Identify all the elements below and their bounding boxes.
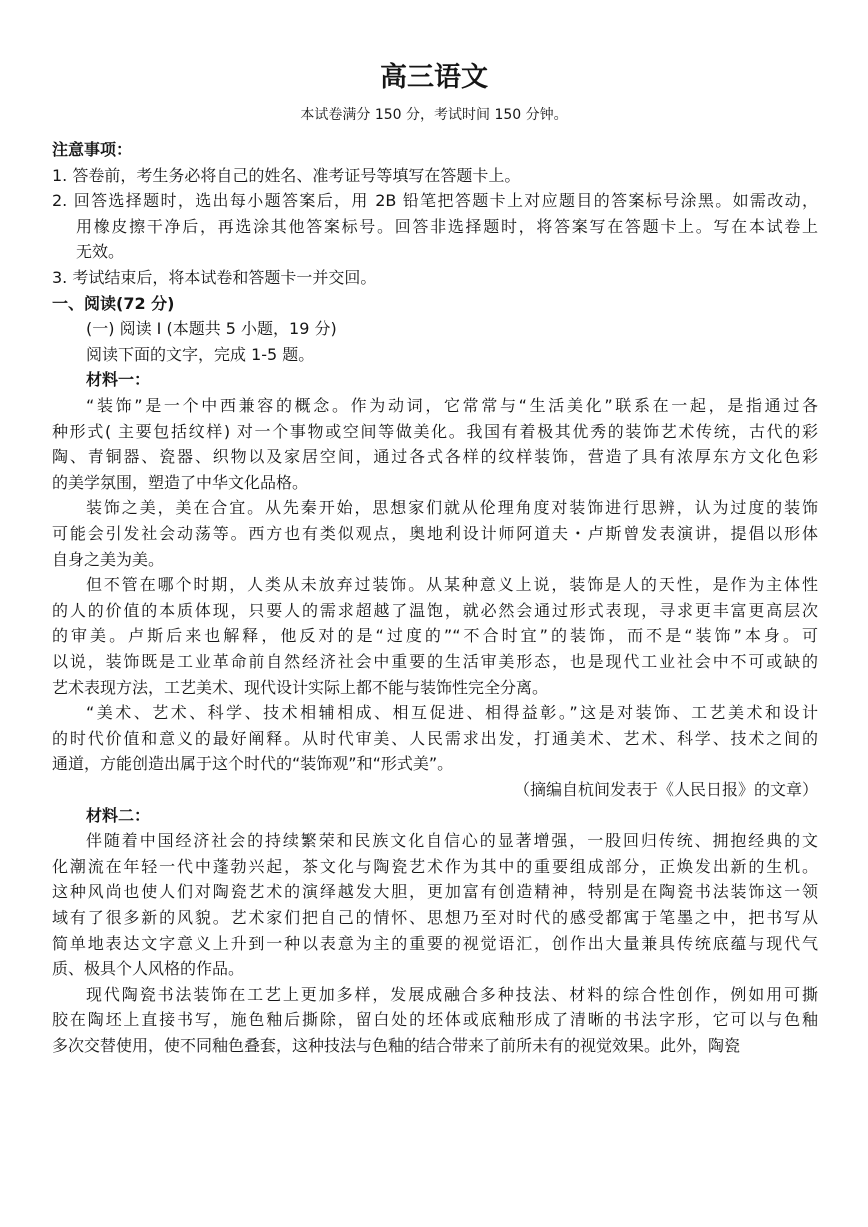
- material-1-p2-line: 自身之美为美。: [52, 549, 165, 569]
- material-2-p2-line: 多次交替使用，使不同釉色叠套，这种技法与色釉的结合带来了前所未有的视觉效果。此外，陶瓷: [52, 1036, 741, 1055]
- material-2-p1-line: 这种风尚也使人们对陶瓷艺术的演绎越发大胆，更加富有创造精神，特别是在陶瓷书法装饰这一领: [52, 882, 818, 902]
- material-1-p2-line: 可能会引发社会动荡等。西方也有类似观点，奥地利设计师阿道夫・卢斯曾发表演讲，提倡以形体: [52, 524, 818, 543]
- material-1-p3-line: 的人的价值的本质体现，只要人的需求超越了温饱，就必然会通过形式表现，寻求更丰富更高层次: [52, 600, 818, 620]
- section-heading: 一、阅读(72 分): [52, 293, 175, 313]
- material-1-source: （摘编自杭间发表于《人民日报》的文章）: [513, 780, 818, 799]
- material-1-p2-line: 装饰之美，美在合宜。从先秦开始，思想家们就从伦理角度对装饰进行思辨，认为过度的装饰: [86, 498, 818, 518]
- notice-heading: 注意事项：: [52, 140, 133, 159]
- material-2-p2-line: 胶在陶坯上直接书写，施色釉后撕除，留白处的坯体或底釉形成了清晰的书法字形，它可以与色釉: [52, 1010, 818, 1030]
- material-1-label: 材料一：: [86, 370, 151, 390]
- notice-item-2-line: 2. 回答选择题时，选出每小题答案后，用 2B 铅笔把答题卡上对应题目的答案标号涂黑。如需改动，: [52, 191, 818, 211]
- material-1-p1-line: 的美学氛围，塑造了中华文化品格。: [52, 472, 309, 492]
- material-2-p1-line: 质、极具个人风格的作品。: [52, 959, 245, 979]
- material-1-p4-line: 的时代价值和意义的最好阐释。从时代审美、人民需求出发，打通美术、艺术、科学、技术之间的: [52, 728, 818, 748]
- sub-section-heading: (一) 阅读 Ⅰ (本题共 5 小题，19 分): [86, 319, 337, 339]
- exam-info: 本试卷满分 150 分，考试时间 150 分钟。: [300, 107, 568, 123]
- material-2-p1-line: 域有了很多新的风貌。艺术家们把自己的情怀、思想乃至对时代的感受都寓于笔墨之中，把书写从: [52, 908, 818, 927]
- material-2-p1-line: 化潮流在年轻一代中蓬勃兴起，茶文化与陶瓷艺术作为其中的重要组成部分，正焕发出新的生机。: [52, 856, 818, 876]
- material-1-p1-line: “装饰”是一个中西兼容的概念。作为动词，它常常与“生活美化”联系在一起，是指通过各: [86, 396, 818, 415]
- material-1-p4-line: 通道，方能创造出属于这个时代的“装饰观”和“形式美”。: [52, 754, 454, 774]
- material-1-p3-line: 艺术表现方法，工艺美术、现代设计实际上都不能与装饰性完全分离。: [52, 677, 549, 697]
- page-title: 高三语文: [380, 62, 488, 93]
- notice-item-2-line: 用橡皮擦干净后，再选涂其他答案标号。回答非选择题时，将答案写在答题卡上。写在本试卷上: [76, 216, 818, 236]
- material-2-p2-line: 现代陶瓷书法装饰在工艺上更加多样，发展成融合多种技法、材料的综合性创作，例如用可撕: [86, 984, 818, 1004]
- material-1-p3-line: 但不管在哪个时期，人类从未放弃过装饰。从某种意义上说，装饰是人的天性，是作为主体性: [86, 575, 818, 595]
- notice-item-1-line: 1. 答卷前，考生务必将自己的姓名、准考证号等填写在答题卡上。: [52, 165, 521, 185]
- material-2-p1-line: 简单地表达文字意义上升到一种以表意为主的重要的视觉语汇，创作出大量兼具传统底蕴与现代气: [52, 933, 818, 953]
- material-2-label: 材料二：: [86, 805, 151, 825]
- reading-instruction: 阅读下面的文字，完成 1-5 题。: [86, 344, 315, 364]
- notice-item-3-line: 3. 考试结束后，将本试卷和答题卡一并交回。: [52, 268, 377, 287]
- material-2-p1-line: 伴随着中国经济社会的持续繁荣和民族文化自信心的显著增强，一股回归传统、拥抱经典的文: [86, 831, 818, 851]
- material-1-p3-line: 的审美。卢斯后来也解释，他反对的是“过度的”“不合时宜”的装饰，而不是“装饰”本身。可: [52, 626, 818, 646]
- material-1-p4-line: “美术、艺术、科学、技术相辅相成、相互促进、相得益彰。”这是对装饰、工艺美术和设计: [86, 703, 818, 723]
- material-1-p1-line: 陶、青铜器、瓷器、织物以及家居空间，通过各式各样的纹样装饰，营造了具有浓厚东方文化色彩: [52, 447, 818, 467]
- notice-item-2-line: 无效。: [76, 242, 125, 262]
- material-1-p1-line: 种形式( 主要包括纹样) 对一个事物或空间等做美化。我国有着极其优秀的装饰艺术传统，古代的彩: [52, 421, 818, 441]
- material-1-p3-line: 以说，装饰既是工业革命前自然经济社会中重要的生活审美形态，也是现代工业社会中不可或缺的: [52, 652, 818, 671]
